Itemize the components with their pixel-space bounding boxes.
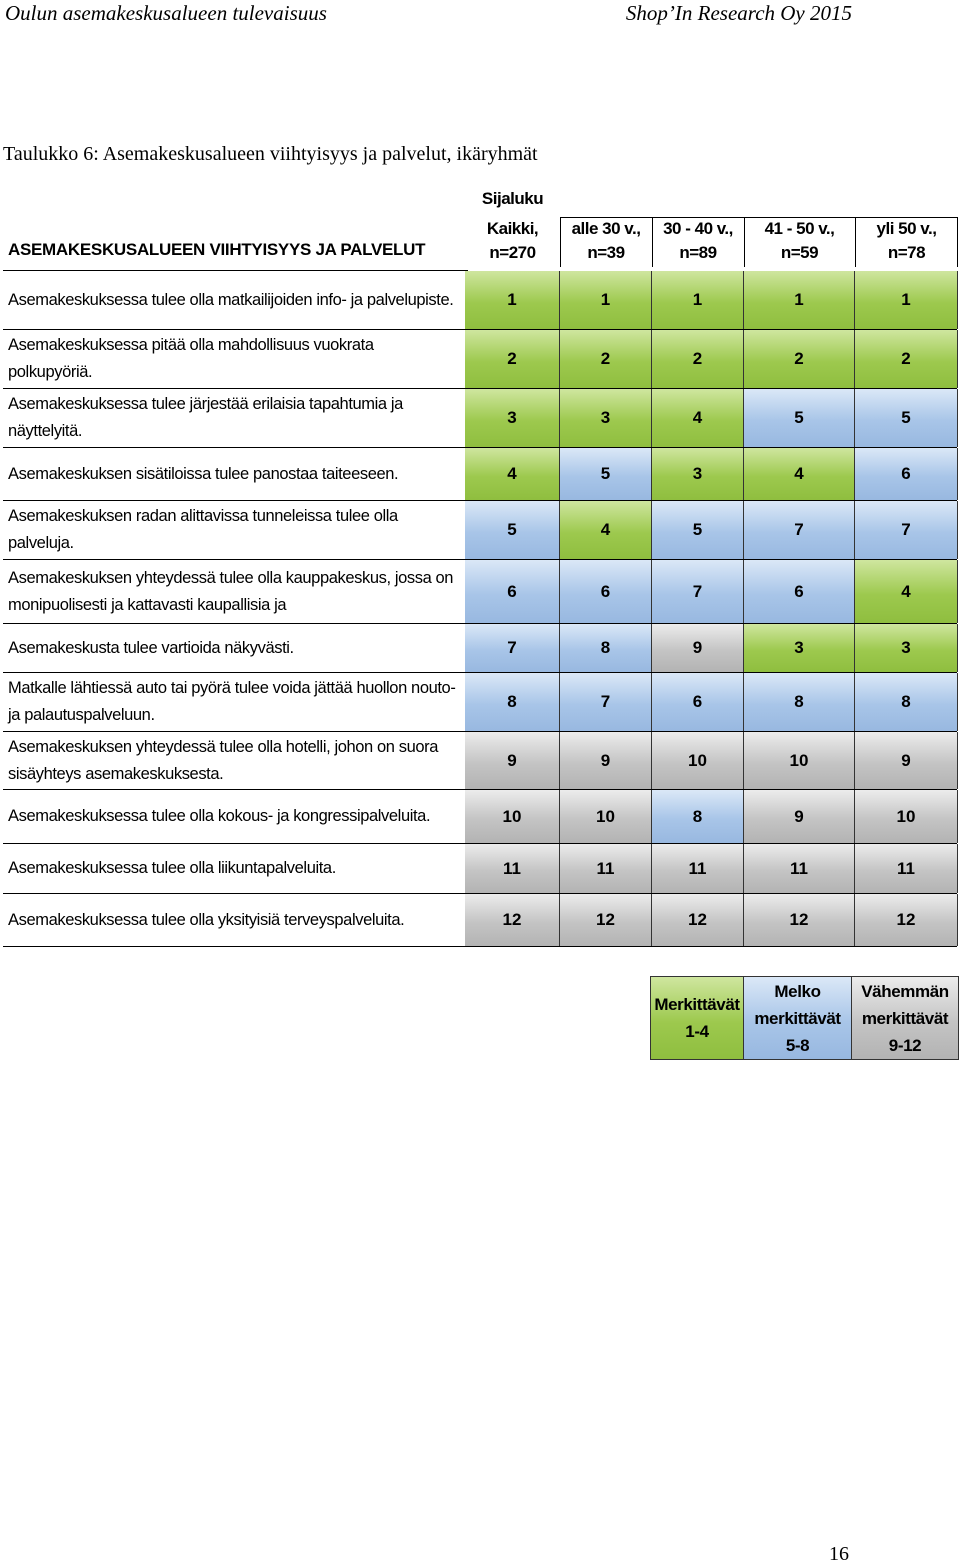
legend-range: 1-4 [685, 1022, 709, 1041]
rank-cell: 6 [855, 448, 958, 500]
row-label: Asemakeskuksessa tulee olla yksityisiä terveyspalveluita. [8, 910, 405, 929]
rank-cell: 5 [652, 501, 744, 559]
table-row [465, 673, 958, 731]
column-header [560, 217, 652, 265]
rank-cell: 10 [560, 790, 652, 843]
table-row [465, 624, 958, 672]
column-header-count: n=78 [887, 243, 926, 262]
row-label: Asemakeskuksessa tulee järjestää erilaisia tapahtumia ja näyttelyitä. [8, 395, 403, 440]
page-number: 16 [829, 1543, 849, 1565]
rank-cell: 8 [855, 673, 958, 731]
table-row [465, 448, 958, 500]
row-divider [3, 946, 957, 947]
column-header-label: Kaikki, [486, 219, 539, 238]
rank-cell: 11 [855, 844, 958, 893]
table-row [465, 790, 958, 843]
table-row [465, 271, 958, 329]
legend-label: Vähemmän [861, 981, 949, 1001]
table-row [465, 330, 958, 388]
header-document-title: Oulun asemakeskusalueen tulevaisuus [5, 1, 327, 25]
rank-cell: 6 [560, 560, 652, 623]
column-header [465, 217, 560, 265]
header-company: Shop’In Research Oy 2015 [625, 1, 852, 25]
row-label: Asemakeskuksessa tulee olla liikuntapalveluita. [8, 859, 336, 877]
column-header-label: alle 30 v., [571, 219, 641, 238]
rank-cell: 4 [652, 389, 744, 447]
rank-cell: 11 [652, 844, 744, 893]
row-label: Asemakeskuksen sisätiloissa tulee panostaa taiteeseen. [8, 464, 399, 483]
rank-cell: 6 [465, 560, 560, 623]
rank-cell: 8 [744, 673, 855, 731]
rank-cell: 11 [465, 844, 560, 893]
column-header-count: n=89 [679, 243, 717, 262]
rank-cell: 9 [855, 732, 958, 789]
legend-label: merkittävät [754, 1008, 841, 1028]
rank-cell: 11 [744, 844, 855, 893]
rank-cell: 7 [652, 560, 744, 623]
table-row [465, 501, 958, 559]
row-label: Asemakeskuksen yhteydessä tulee olla kauppakeskus, jossa on monipuolisesti ja kattavasti kaupallisia ja [8, 568, 454, 614]
rank-cell: 5 [560, 448, 652, 500]
rank-cell: 4 [744, 448, 855, 500]
rank-cell: 4 [560, 501, 652, 559]
rank-cell: 1 [560, 271, 652, 329]
legend-item [651, 977, 744, 1059]
rank-cell: 2 [744, 330, 855, 388]
rank-cell: 10 [652, 732, 744, 789]
rank-cell: 5 [855, 389, 958, 447]
rank-cell: 8 [465, 673, 560, 731]
column-header-label: 30 - 40 v., [663, 219, 733, 238]
rank-cell: 1 [855, 271, 958, 329]
row-label: Asemakeskuksen yhteydessä tulee olla hotelli, johon on suora sisäyhteys asemakeskuksesta. [8, 737, 439, 783]
column-header [855, 217, 958, 265]
column-header [744, 217, 855, 265]
rank-cell: 6 [744, 560, 855, 623]
legend-item [852, 977, 958, 1059]
legend-range: 5-8 [785, 1035, 810, 1055]
table-title: ASEMAKESKUSALUEEN VIIHTYISYYS JA PALVELUT [3, 230, 468, 271]
table-row [465, 560, 958, 623]
rank-cell: 3 [744, 624, 855, 672]
rank-cell: 4 [855, 560, 958, 623]
rank-cell: 12 [465, 894, 560, 946]
rank-cell: 6 [652, 673, 744, 731]
rank-cell: 8 [652, 790, 744, 843]
row-label: Asemakeskuksessa tulee olla kokous- ja kongressipalveluita. [8, 807, 431, 825]
rank-cell: 2 [465, 330, 560, 388]
rank-cell: 7 [465, 624, 560, 672]
column-header-label: yli 50 v., [876, 219, 937, 238]
row-label: Asemakeskuksen radan alittavissa tunneleissa tulee olla palveluja. [8, 507, 398, 552]
column-header-count: n=59 [780, 243, 819, 262]
rank-cell: 1 [465, 271, 560, 329]
table-caption: Taulukko 6: Asemakeskusalueen viihtyisyys ja palvelut, ikäryhmät [3, 143, 538, 165]
rank-cell: 7 [560, 673, 652, 731]
rank-cell: 3 [560, 389, 652, 447]
rank-cell: 3 [652, 448, 744, 500]
rank-cell: 10 [855, 790, 958, 843]
row-label: Asemakeskusta tulee vartioida näkyvästi. [8, 638, 294, 657]
rank-cell: 9 [744, 790, 855, 843]
rank-cell: 10 [744, 732, 855, 789]
rank-cell: 12 [855, 894, 958, 946]
rank-cell: 2 [560, 330, 652, 388]
column-header [652, 217, 744, 265]
rank-cell: 8 [560, 624, 652, 672]
table-row [465, 732, 958, 789]
row-label: Matkalle lähtiessä auto tai pyörä tulee voida jättää huollon nouto- ja palautuspalveluun. [8, 679, 456, 724]
rank-cell: 4 [465, 448, 560, 500]
rank-cell: 2 [652, 330, 744, 388]
rank-cell: 11 [560, 844, 652, 893]
rank-cell: 12 [652, 894, 744, 946]
legend-label: Merkittävät [654, 995, 740, 1014]
rank-cell: 9 [652, 624, 744, 672]
rank-cell: 3 [855, 624, 958, 672]
rank-cell: 7 [855, 501, 958, 559]
table-row [465, 389, 958, 447]
table-row [465, 894, 958, 946]
rank-cell: 9 [465, 732, 560, 789]
rank-cell: 1 [652, 271, 744, 329]
column-header-count: n=39 [587, 243, 625, 262]
rank-cell: 2 [855, 330, 958, 388]
group-header: Sijaluku [481, 189, 544, 208]
rank-cell: 12 [744, 894, 855, 946]
rank-cell: 3 [465, 389, 560, 447]
rank-cell: 7 [744, 501, 855, 559]
row-label: Asemakeskuksessa pitää olla mahdollisuus vuokrata polkupyöriä. [8, 336, 374, 381]
column-header-label: 41 - 50 v., [764, 219, 835, 238]
color-legend [650, 976, 959, 1060]
rank-cell: 12 [560, 894, 652, 946]
rank-cell: 9 [560, 732, 652, 789]
legend-label: merkittävät [861, 1008, 949, 1028]
legend-item [744, 977, 852, 1059]
rank-cell: 10 [465, 790, 560, 843]
column-header-count: n=270 [489, 243, 536, 262]
rank-cell: 5 [744, 389, 855, 447]
row-label: Asemakeskuksessa tulee olla matkailijoiden info- ja palvelupiste. [8, 290, 454, 309]
rank-cell: 1 [744, 271, 855, 329]
legend-range: 9-12 [888, 1035, 922, 1055]
rank-cell: 5 [465, 501, 560, 559]
table-row [465, 844, 958, 893]
legend-label: Melko [774, 981, 821, 1001]
